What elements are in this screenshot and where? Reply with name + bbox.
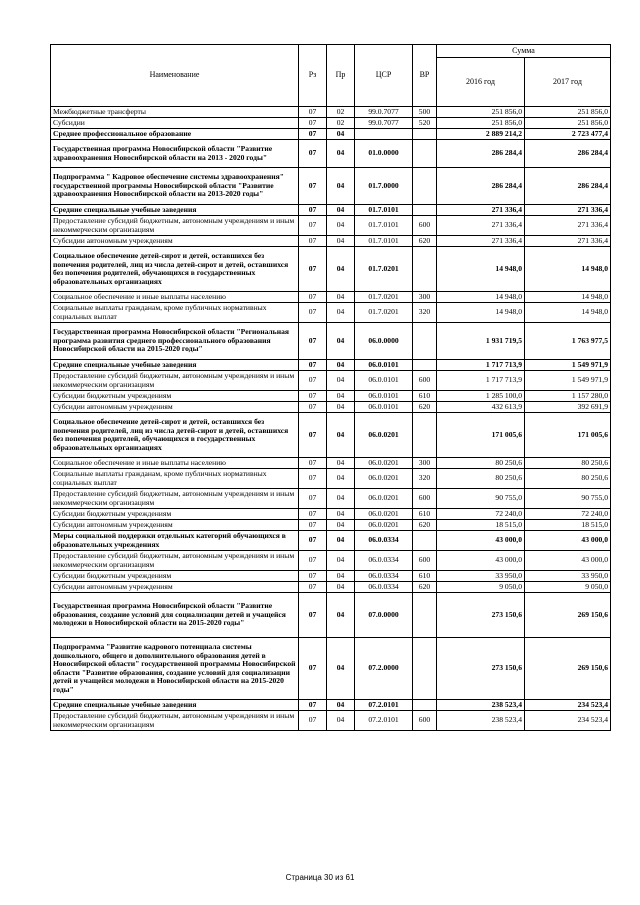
row-2017: 392 691,9 xyxy=(525,402,611,413)
header-csr: ЦСР xyxy=(355,45,413,107)
row-csr: 06.0.0334 xyxy=(355,551,413,571)
row-csr: 01.7.0000 xyxy=(355,168,413,205)
row-pr: 04 xyxy=(327,413,355,458)
row-name: Предоставление субсидий бюджетным, автономным учреждениям и иным некоммерческим организациям xyxy=(51,551,299,571)
row-vr xyxy=(413,531,437,551)
row-rz: 07 xyxy=(299,582,327,593)
row-csr: 06.0.0201 xyxy=(355,458,413,469)
header-vr: ВР xyxy=(413,45,437,107)
row-name: Субсидии автономным учреждениям xyxy=(51,582,299,593)
row-name: Государственная программа Новосибирской области "Развитие образования, создание условий для социализации детей и учащейся молодежи в Новосибирской области на 2015-2020 годы" xyxy=(51,593,299,638)
table-row xyxy=(51,236,611,247)
row-pr: 04 xyxy=(327,371,355,391)
row-2016: 273 150,6 xyxy=(437,638,525,700)
row-name: Межбюджетные трансферты xyxy=(51,107,299,118)
table-row xyxy=(51,571,611,582)
row-pr: 04 xyxy=(327,551,355,571)
row-rz: 07 xyxy=(299,413,327,458)
row-vr xyxy=(413,360,437,371)
row-vr: 600 xyxy=(413,711,437,731)
row-2017: 80 250,6 xyxy=(525,469,611,489)
row-2017: 1 763 977,5 xyxy=(525,323,611,360)
row-2016: 273 150,6 xyxy=(437,593,525,638)
row-2017: 33 950,0 xyxy=(525,571,611,582)
row-rz: 07 xyxy=(299,140,327,168)
row-rz: 07 xyxy=(299,371,327,391)
row-2017: 1 549 971,9 xyxy=(525,360,611,371)
row-rz: 07 xyxy=(299,551,327,571)
row-2017: 251 856,0 xyxy=(525,107,611,118)
row-2017: 9 050,0 xyxy=(525,582,611,593)
row-pr: 04 xyxy=(327,711,355,731)
row-rz: 07 xyxy=(299,118,327,129)
row-name: Средние специальные учебные заведения xyxy=(51,205,299,216)
row-rz: 07 xyxy=(299,571,327,582)
row-pr: 04 xyxy=(327,216,355,236)
row-rz: 07 xyxy=(299,531,327,551)
header-2016: 2016 год xyxy=(437,58,525,107)
row-rz: 07 xyxy=(299,168,327,205)
row-csr: 06.0.0101 xyxy=(355,360,413,371)
table-row xyxy=(51,118,611,129)
table-row xyxy=(51,323,611,360)
row-csr: 06.0.0101 xyxy=(355,402,413,413)
row-2016: 72 240,0 xyxy=(437,509,525,520)
table-row xyxy=(51,413,611,458)
row-pr: 04 xyxy=(327,303,355,323)
header-sum: Сумма xyxy=(437,45,611,58)
row-vr: 610 xyxy=(413,391,437,402)
row-2017: 43 000,0 xyxy=(525,551,611,571)
row-rz: 07 xyxy=(299,509,327,520)
table-header xyxy=(51,45,611,107)
row-name: Социальное обеспечение детей-сирот и детей, оставшихся без попечения родителей, лиц из числа детей-сирот и детей, оставшихся без попечения родителей, обучающихся в государственных образовательных организациях xyxy=(51,413,299,458)
row-name: Социальное обеспечение и иные выплаты населению xyxy=(51,292,299,303)
row-2016: 1 717 713,9 xyxy=(437,371,525,391)
table-row xyxy=(51,469,611,489)
row-rz: 07 xyxy=(299,402,327,413)
row-vr xyxy=(413,168,437,205)
row-pr: 04 xyxy=(327,520,355,531)
row-2016: 2 889 214,2 xyxy=(437,129,525,140)
row-2016: 1 285 100,0 xyxy=(437,391,525,402)
table-row xyxy=(51,140,611,168)
row-pr: 04 xyxy=(327,700,355,711)
row-name: Субсидии бюджетным учреждениям xyxy=(51,391,299,402)
row-pr: 04 xyxy=(327,509,355,520)
row-pr: 04 xyxy=(327,402,355,413)
row-name: Государственная программа Новосибирской области "Региональная программа развития среднего профессионального образования Новосибирской области на 2015-2020 годы" xyxy=(51,323,299,360)
row-2016: 9 050,0 xyxy=(437,582,525,593)
row-pr: 04 xyxy=(327,247,355,292)
table-row xyxy=(51,292,611,303)
row-rz: 07 xyxy=(299,360,327,371)
row-2016: 80 250,6 xyxy=(437,469,525,489)
row-2017: 234 523,4 xyxy=(525,700,611,711)
row-2016: 271 336,4 xyxy=(437,205,525,216)
row-2017: 14 948,0 xyxy=(525,303,611,323)
row-vr: 620 xyxy=(413,582,437,593)
row-csr: 06.0.0201 xyxy=(355,509,413,520)
row-vr xyxy=(413,700,437,711)
row-vr xyxy=(413,129,437,140)
row-pr: 04 xyxy=(327,638,355,700)
row-vr: 610 xyxy=(413,509,437,520)
row-name: Предоставление субсидий бюджетным, автономным учреждениям и иным некоммерческим организациям xyxy=(51,216,299,236)
row-vr: 600 xyxy=(413,489,437,509)
row-name: Субсидии автономным учреждениям xyxy=(51,520,299,531)
row-pr: 04 xyxy=(327,129,355,140)
table-row xyxy=(51,168,611,205)
row-csr: 06.0.0201 xyxy=(355,413,413,458)
row-rz: 07 xyxy=(299,236,327,247)
row-2016: 251 856,0 xyxy=(437,107,525,118)
row-csr: 99.0.7077 xyxy=(355,107,413,118)
row-csr: 06.0.0334 xyxy=(355,531,413,551)
header-name: Наименование xyxy=(51,45,299,107)
row-rz: 07 xyxy=(299,107,327,118)
row-2016: 33 950,0 xyxy=(437,571,525,582)
table-body xyxy=(51,107,611,731)
table-row xyxy=(51,205,611,216)
row-2017: 72 240,0 xyxy=(525,509,611,520)
row-csr: 06.0.0201 xyxy=(355,520,413,531)
table-row xyxy=(51,458,611,469)
row-csr: 06.0.0201 xyxy=(355,469,413,489)
row-csr: 06.0.0101 xyxy=(355,371,413,391)
table-row xyxy=(51,303,611,323)
table-row xyxy=(51,582,611,593)
row-vr xyxy=(413,140,437,168)
row-name: Субсидии xyxy=(51,118,299,129)
row-2017: 171 005,6 xyxy=(525,413,611,458)
row-rz: 07 xyxy=(299,458,327,469)
row-pr: 04 xyxy=(327,571,355,582)
table-row xyxy=(51,711,611,731)
row-2016: 14 948,0 xyxy=(437,292,525,303)
row-rz: 07 xyxy=(299,711,327,731)
row-2016: 271 336,4 xyxy=(437,216,525,236)
row-csr: 99.0.7077 xyxy=(355,118,413,129)
row-vr: 610 xyxy=(413,571,437,582)
budget-table xyxy=(50,44,611,731)
row-2017: 286 284,4 xyxy=(525,168,611,205)
row-rz: 07 xyxy=(299,323,327,360)
row-2017: 1 157 280,0 xyxy=(525,391,611,402)
row-csr: 07.2.0000 xyxy=(355,638,413,700)
table-row xyxy=(51,700,611,711)
row-name: Средние специальные учебные заведения xyxy=(51,700,299,711)
row-csr: 06.0.0101 xyxy=(355,391,413,402)
row-2017: 18 515,0 xyxy=(525,520,611,531)
row-rz: 07 xyxy=(299,593,327,638)
row-vr: 300 xyxy=(413,458,437,469)
row-2017: 271 336,4 xyxy=(525,216,611,236)
table-row xyxy=(51,593,611,638)
row-2016: 1 717 713,9 xyxy=(437,360,525,371)
row-name: Социальное обеспечение детей-сирот и детей, оставшихся без попечения родителей, лиц из числа детей-сирот и детей, оставшихся без попечения родителей, обучающихся в государственных образовательных организациях xyxy=(51,247,299,292)
row-2016: 18 515,0 xyxy=(437,520,525,531)
row-csr: 01.7.0101 xyxy=(355,205,413,216)
row-name: Субсидии автономным учреждениям xyxy=(51,402,299,413)
row-2016: 90 755,0 xyxy=(437,489,525,509)
row-name: Предоставление субсидий бюджетным, автономным учреждениям и иным некоммерческим организациям xyxy=(51,371,299,391)
row-2017: 80 250,6 xyxy=(525,458,611,469)
row-name: Субсидии бюджетным учреждениям xyxy=(51,571,299,582)
row-2016: 1 931 719,5 xyxy=(437,323,525,360)
row-name: Предоставление субсидий бюджетным, автономным учреждениям и иным некоммерческим организациям xyxy=(51,489,299,509)
table-row xyxy=(51,509,611,520)
row-name: Меры социальной поддержки отдельных категорий обучающихся в образовательных учреждениях xyxy=(51,531,299,551)
row-rz: 07 xyxy=(299,520,327,531)
row-name: Подпрограмма " Кадровое обеспечение системы здравоохранения" государственной программы Новосибирской области "Развитие здравоохранения Новосибирской области на 2013-2020 годы" xyxy=(51,168,299,205)
page-footer: Страница 30 из 61 xyxy=(285,873,355,882)
row-2017: 90 755,0 xyxy=(525,489,611,509)
table-row xyxy=(51,638,611,700)
table-row xyxy=(51,551,611,571)
row-vr xyxy=(413,638,437,700)
row-pr: 02 xyxy=(327,107,355,118)
row-pr: 04 xyxy=(327,236,355,247)
row-vr: 520 xyxy=(413,118,437,129)
row-pr: 04 xyxy=(327,323,355,360)
row-vr: 320 xyxy=(413,303,437,323)
row-rz: 07 xyxy=(299,391,327,402)
table-row xyxy=(51,247,611,292)
row-vr: 320 xyxy=(413,469,437,489)
header-pr: Пр xyxy=(327,45,355,107)
row-csr: 06.0.0201 xyxy=(355,489,413,509)
row-rz: 07 xyxy=(299,205,327,216)
row-csr xyxy=(355,129,413,140)
row-rz: 07 xyxy=(299,489,327,509)
row-vr: 620 xyxy=(413,402,437,413)
row-2016: 80 250,6 xyxy=(437,458,525,469)
row-name: Предоставление субсидий бюджетным, автономным учреждениям и иным некоммерческим организациям xyxy=(51,711,299,731)
row-vr xyxy=(413,247,437,292)
row-vr: 300 xyxy=(413,292,437,303)
row-csr: 07.0.0000 xyxy=(355,593,413,638)
row-pr: 04 xyxy=(327,140,355,168)
row-rz: 07 xyxy=(299,700,327,711)
row-pr: 04 xyxy=(327,360,355,371)
row-2017: 14 948,0 xyxy=(525,292,611,303)
row-csr: 06.0.0334 xyxy=(355,582,413,593)
row-csr: 01.7.0201 xyxy=(355,247,413,292)
row-rz: 07 xyxy=(299,292,327,303)
row-vr xyxy=(413,413,437,458)
row-2016: 14 948,0 xyxy=(437,247,525,292)
row-pr: 02 xyxy=(327,118,355,129)
row-2016: 286 284,4 xyxy=(437,140,525,168)
table-row xyxy=(51,360,611,371)
row-pr: 04 xyxy=(327,205,355,216)
table-row xyxy=(51,489,611,509)
row-csr: 01.0.0000 xyxy=(355,140,413,168)
row-csr: 01.7.0101 xyxy=(355,216,413,236)
row-2016: 271 336,4 xyxy=(437,236,525,247)
row-vr: 620 xyxy=(413,236,437,247)
row-2016: 286 284,4 xyxy=(437,168,525,205)
row-rz: 07 xyxy=(299,216,327,236)
row-rz: 07 xyxy=(299,303,327,323)
row-csr: 07.2.0101 xyxy=(355,711,413,731)
table-row xyxy=(51,216,611,236)
row-2016: 238 523,4 xyxy=(437,700,525,711)
row-name: Социальные выплаты гражданам, кроме публичных нормативных социальных выплат xyxy=(51,303,299,323)
row-name: Социальное обеспечение и иные выплаты населению xyxy=(51,458,299,469)
row-2017: 2 723 477,4 xyxy=(525,129,611,140)
row-csr: 01.7.0101 xyxy=(355,236,413,247)
row-2016: 43 000,0 xyxy=(437,531,525,551)
row-csr: 06.0.0334 xyxy=(355,571,413,582)
row-name: Средние специальные учебные заведения xyxy=(51,360,299,371)
row-vr: 600 xyxy=(413,551,437,571)
row-2017: 286 284,4 xyxy=(525,140,611,168)
row-2017: 271 336,4 xyxy=(525,236,611,247)
row-rz: 07 xyxy=(299,638,327,700)
row-pr: 04 xyxy=(327,168,355,205)
row-2017: 251 856,0 xyxy=(525,118,611,129)
row-2017: 43 000,0 xyxy=(525,531,611,551)
row-name: Подпрограмма "Развитие кадрового потенциала системы дошкольного, общего и дополнительного образования детей в Новосибирской области" государственной программы Новосибирской области "Развитие образования, создание условий для социализации детей и учащейся молодежи в Новосибирской области на 2015-2020 годы" xyxy=(51,638,299,700)
row-rz: 07 xyxy=(299,129,327,140)
row-2017: 271 336,4 xyxy=(525,205,611,216)
row-2016: 238 523,4 xyxy=(437,711,525,731)
row-name: Субсидии автономным учреждениям xyxy=(51,236,299,247)
table-row xyxy=(51,391,611,402)
row-vr: 600 xyxy=(413,216,437,236)
table-row xyxy=(51,371,611,391)
row-csr: 07.2.0101 xyxy=(355,700,413,711)
row-name: Государственная программа Новосибирской области "Развитие здравоохранения Новосибирской области на 2013 - 2020 годы" xyxy=(51,140,299,168)
row-2016: 43 000,0 xyxy=(437,551,525,571)
row-2017: 269 150,6 xyxy=(525,638,611,700)
table-row xyxy=(51,520,611,531)
row-pr: 04 xyxy=(327,469,355,489)
row-name: Среднее профессиональное образование xyxy=(51,129,299,140)
row-2016: 251 856,0 xyxy=(437,118,525,129)
row-name: Социальные выплаты гражданам, кроме публичных нормативных социальных выплат xyxy=(51,469,299,489)
table-row xyxy=(51,531,611,551)
row-pr: 04 xyxy=(327,391,355,402)
table-row xyxy=(51,402,611,413)
table-row xyxy=(51,107,611,118)
row-2016: 432 613,9 xyxy=(437,402,525,413)
row-name: Субсидии бюджетным учреждениям xyxy=(51,509,299,520)
row-vr: 620 xyxy=(413,520,437,531)
row-pr: 04 xyxy=(327,582,355,593)
row-vr xyxy=(413,323,437,360)
header-2017: 2017 год xyxy=(525,58,611,107)
header-rz: Рз xyxy=(299,45,327,107)
row-2016: 171 005,6 xyxy=(437,413,525,458)
row-vr xyxy=(413,593,437,638)
row-csr: 01.7.0201 xyxy=(355,303,413,323)
row-pr: 04 xyxy=(327,292,355,303)
row-vr xyxy=(413,205,437,216)
row-rz: 07 xyxy=(299,247,327,292)
row-pr: 04 xyxy=(327,489,355,509)
row-csr: 06.0.0000 xyxy=(355,323,413,360)
row-pr: 04 xyxy=(327,531,355,551)
row-rz: 07 xyxy=(299,469,327,489)
row-pr: 04 xyxy=(327,458,355,469)
row-csr: 01.7.0201 xyxy=(355,292,413,303)
row-pr: 04 xyxy=(327,593,355,638)
row-2017: 14 948,0 xyxy=(525,247,611,292)
row-2016: 14 948,0 xyxy=(437,303,525,323)
row-2017: 234 523,4 xyxy=(525,711,611,731)
row-vr: 500 xyxy=(413,107,437,118)
row-2017: 269 150,6 xyxy=(525,593,611,638)
table-row xyxy=(51,129,611,140)
row-vr: 600 xyxy=(413,371,437,391)
row-2017: 1 549 971,9 xyxy=(525,371,611,391)
